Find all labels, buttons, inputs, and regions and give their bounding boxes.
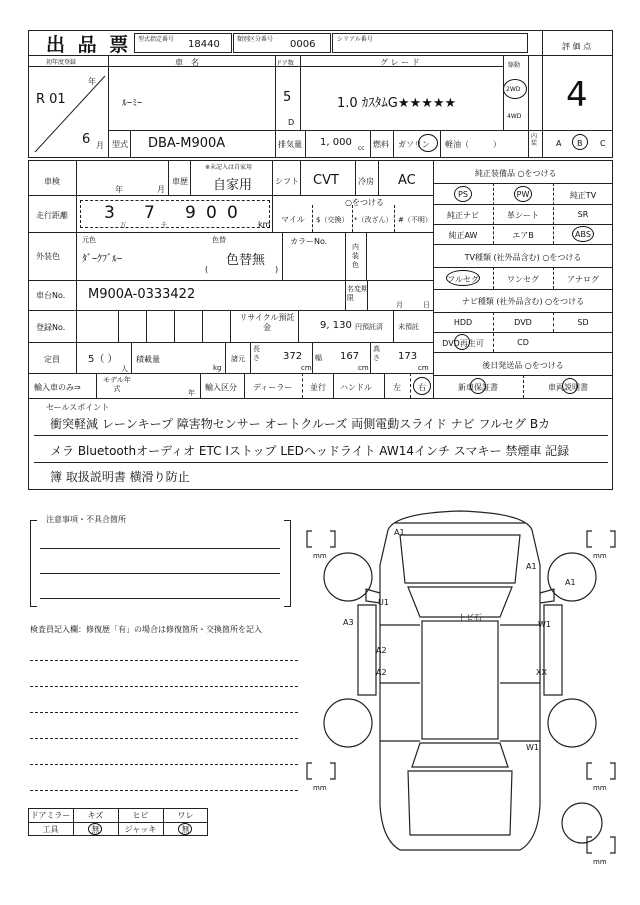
navi-sd: SD [577, 318, 589, 327]
exterior-label: 外装色 [36, 252, 60, 261]
tool-label: 工具 [42, 825, 59, 834]
door-type: D [288, 118, 295, 127]
damage-mark: A1 [526, 562, 537, 571]
mileage-digit: 3 [104, 203, 115, 223]
load-label: 積載量 [136, 355, 160, 364]
orig-color-value: ﾀﾞｰｸﾌﾞﾙｰ [82, 254, 122, 265]
mileage-digit: 0 [227, 203, 238, 223]
color-no-label: カラーNo. [290, 237, 328, 246]
history-value: 自家用 [213, 178, 253, 193]
damage-mark: トビ石 [458, 613, 482, 622]
jack-none: 無 [181, 825, 190, 834]
class-label: 類別区分番号 [237, 36, 274, 43]
damage-mark: A2 [376, 668, 387, 677]
sales-line: 衝突軽減 レーンキープ 障害物センサー オートクルーズ 両側電動スライド ナビ フルセグ Bカ [50, 417, 551, 431]
equip-ps-circle [454, 186, 472, 202]
later-manual: 車両説明書 [548, 383, 588, 392]
sales-label: セールスポイント [46, 403, 110, 412]
car-name-value: ﾙｰﾐｰ [122, 98, 142, 109]
length-value: 372 [283, 351, 303, 362]
tool-none: 無 [91, 825, 100, 834]
width-value: 167 [340, 351, 360, 362]
equip-pw: PW [516, 190, 530, 199]
title-day: 日 [423, 301, 430, 309]
class-value: 0006 [290, 39, 316, 50]
later-warranty-circle [470, 378, 486, 394]
interior-c: C [600, 139, 606, 148]
navi-dvd-playback-circle [454, 334, 470, 350]
mileage-unit-km: km [258, 220, 271, 229]
equip-leather: 革シート [507, 211, 539, 220]
history-note: ※未記入は自家用 [205, 164, 253, 171]
sheet-title: 出 品 票 [46, 34, 132, 56]
doors-label: ドア数 [276, 60, 294, 67]
score-value: 4 [566, 75, 588, 115]
mileage-unit-man: 万 [120, 222, 127, 229]
recycle-none: 未預託 [398, 323, 419, 331]
fuel-diesel: 軽油（ ） [445, 140, 501, 149]
drive-label: 駆動 [508, 62, 521, 69]
tv-header: TV種類 (社外品含む) ○をつける [464, 253, 582, 262]
length-label: 長さ [253, 345, 260, 362]
meter-header: ○をつける [345, 198, 384, 207]
jack-none-circle [178, 823, 192, 835]
reg-label: 登録No. [36, 323, 66, 332]
model-cert-value: 18440 [188, 39, 220, 50]
tv-fullseg: フルセグ [447, 275, 479, 284]
height-value: 173 [398, 351, 418, 362]
repaint-paren: ( [205, 265, 209, 274]
handle-left: 左 [393, 383, 401, 392]
mirror-break: ワレ [177, 811, 194, 820]
fuel-gas: ガソリン [398, 140, 430, 149]
navi-hdd: HDD [453, 318, 473, 327]
later-warranty: 新車保証書 [458, 383, 498, 392]
mm-label: mm [593, 858, 607, 866]
recycle-label: リサイクル預託金 [239, 313, 295, 332]
model-cert-label: 型式指定番号 [138, 36, 175, 43]
car-diagram [300, 505, 620, 875]
chassis-label: 車台No. [36, 291, 66, 300]
tool-none-circle [88, 823, 102, 835]
caution-bracket-right [284, 520, 291, 607]
meter-unknown: #（不明） [398, 216, 432, 224]
damage-mark: A1 [565, 578, 576, 587]
interior-b-circle [572, 134, 588, 150]
equip-aw: 純正AW [448, 231, 478, 240]
tv-oneseg: ワンセグ [507, 275, 539, 284]
navi-dvd: DVD [514, 318, 532, 327]
repaint-paren: ) [275, 265, 279, 274]
interior-label: 内装 [531, 133, 538, 147]
mirror-scratch: キズ [87, 811, 104, 820]
title-month: 月 [396, 301, 403, 309]
capacity-unit: 人 [121, 365, 128, 373]
mileage-digit: 9 [185, 203, 196, 223]
jack-label: ジャッキ [124, 825, 157, 834]
damage-mark: A3 [343, 618, 354, 627]
ac-value: AC [398, 173, 416, 188]
mirror-label: ドアミラー [30, 811, 71, 820]
capacity-value: 5（ ） [88, 354, 118, 365]
disp-label: 排気量 [278, 140, 302, 149]
drive-2wd-circle [503, 79, 527, 99]
title-change-label: 名変期限 [347, 285, 368, 302]
caution-bracket-left [30, 520, 37, 607]
grade-value: 1.0 ｶｽﾀﾑG★★★★★ [337, 96, 457, 111]
first-reg-value: R 01 [36, 92, 66, 107]
doors-value: 5 [283, 90, 292, 105]
mileage-unit-sen: 千 [161, 222, 168, 229]
equip-pw-circle [514, 186, 532, 202]
inspection-label: 車検 [44, 177, 60, 186]
drive-2wd: 2WD [506, 86, 521, 93]
mm-label: mm [593, 552, 607, 560]
first-reg-label: 初年度登録 [46, 59, 77, 66]
caution-label: 注意事項・不具合箇所 [46, 515, 126, 524]
inspection-month-unit: 月 [157, 185, 165, 194]
inspector-label: 検査員記入欄：修復歴「有」の場合は修復箇所・交換箇所を記入 [30, 625, 262, 634]
history-label: 車歴 [172, 177, 188, 186]
damage-mark: A2 [376, 646, 387, 655]
inspection-year-unit: 年 [115, 185, 123, 194]
disp-value: 1, 000 [320, 137, 352, 148]
recycle-value: 9, 130 [320, 320, 352, 331]
damage-mark: U1 [378, 598, 389, 607]
handle-right: 右 [418, 383, 426, 392]
orig-color-label: 元色 [82, 236, 96, 244]
shift-label: シフト [275, 177, 299, 186]
fuel-label: 燃料 [373, 140, 389, 149]
disp-unit: cc [358, 145, 365, 152]
import-parallel: 並行 [310, 383, 326, 392]
equip-abs: ABS [575, 230, 591, 239]
shift-value: CVT [313, 173, 339, 188]
height-label: 高さ [373, 345, 380, 362]
mileage-digit: 0 [206, 203, 217, 223]
equip-tv: 純正TV [569, 191, 597, 200]
mm-label: mm [313, 784, 327, 792]
damage-mark: A1 [394, 528, 405, 537]
ac-label: 冷房 [358, 177, 374, 186]
sales-line: 簿 取扱説明書 横滑り防止 [50, 470, 190, 484]
meter-mile: マイル [281, 215, 305, 224]
grade-label: グ レ ー ド [380, 58, 420, 67]
serial-label: シリアル番号 [337, 36, 373, 43]
tv-fullseg-circle [446, 270, 480, 286]
mm-label: mm [593, 784, 607, 792]
width-label: 幅 [315, 354, 322, 362]
meter-exchange: $（交換） [316, 216, 349, 224]
interior-color-label: 内装色 [352, 243, 359, 269]
sales-line: メラ Bluetoothオーディオ ETC Iストップ LEDヘッドライト AW14インチ スマキー 禁煙車 記録 [50, 444, 570, 458]
score-label: 評 価 点 [562, 42, 592, 51]
handle-label: ハンドル [340, 383, 372, 392]
car-name-label: 車 名 [175, 58, 199, 67]
length-unit: cm [301, 364, 312, 372]
drive-4wd: 4WD [507, 113, 522, 120]
equip-navi: 純正ナビ [447, 211, 479, 220]
meter-modified: *（改ざん） [354, 216, 393, 224]
chassis-value: M900A-0333422 [88, 287, 196, 302]
damage-mark: W1 [538, 620, 551, 629]
interior-a: A [556, 139, 562, 148]
tv-analog: アナログ [567, 275, 599, 284]
equip-airbag: エアB [512, 231, 534, 240]
repaint-value: 色替無 [226, 253, 266, 268]
later-manual-circle [562, 378, 578, 394]
load-unit: kg [213, 364, 222, 372]
equip-sr: SR [577, 210, 589, 219]
equip-ps: PS [458, 190, 468, 199]
equip-header: 純正装備品 ○をつける [475, 169, 557, 178]
mirror-crack: ヒビ [132, 811, 149, 820]
damage-mark: XX [536, 668, 547, 677]
model-year-label: モデル年式 [103, 376, 131, 393]
first-reg-month-unit: 月 [96, 141, 104, 150]
fuel-gas-circle [418, 134, 438, 152]
model-year-unit: 年 [188, 389, 195, 397]
mileage-label: 走行距離 [36, 211, 68, 220]
mileage-digit: 7 [144, 203, 155, 223]
navi-header: ナビ種類 (社外品含む) ○をつける [461, 297, 585, 306]
recycle-unit: 円預託済 [355, 323, 383, 331]
first-reg-month: 6 [82, 132, 91, 147]
navi-cd: CD [517, 338, 529, 347]
height-unit: cm [418, 364, 429, 372]
later-header: 後日発送品 ○をつける [482, 361, 564, 370]
width-unit: cm [358, 364, 369, 372]
model-value: DBA-M900A [148, 136, 226, 151]
equip-abs-circle [572, 226, 594, 242]
first-reg-year-unit: 年 [88, 77, 96, 86]
mm-label: mm [313, 552, 327, 560]
capacity-label: 定員 [44, 355, 60, 364]
model-label: 型式 [112, 140, 128, 149]
navi-dvd-playback: DVD再生可 [442, 339, 484, 348]
repaint-label: 色替 [212, 236, 226, 244]
interior-b: B [577, 139, 583, 148]
damage-mark: W1 [526, 743, 539, 752]
handle-right-circle [413, 377, 431, 395]
dims-label: 諸元 [231, 355, 245, 363]
import-type-label: 輸入区分 [205, 383, 237, 392]
import-only-label: 輸入車のみ⇒ [34, 383, 81, 392]
import-dealer: ディーラー [253, 383, 293, 392]
